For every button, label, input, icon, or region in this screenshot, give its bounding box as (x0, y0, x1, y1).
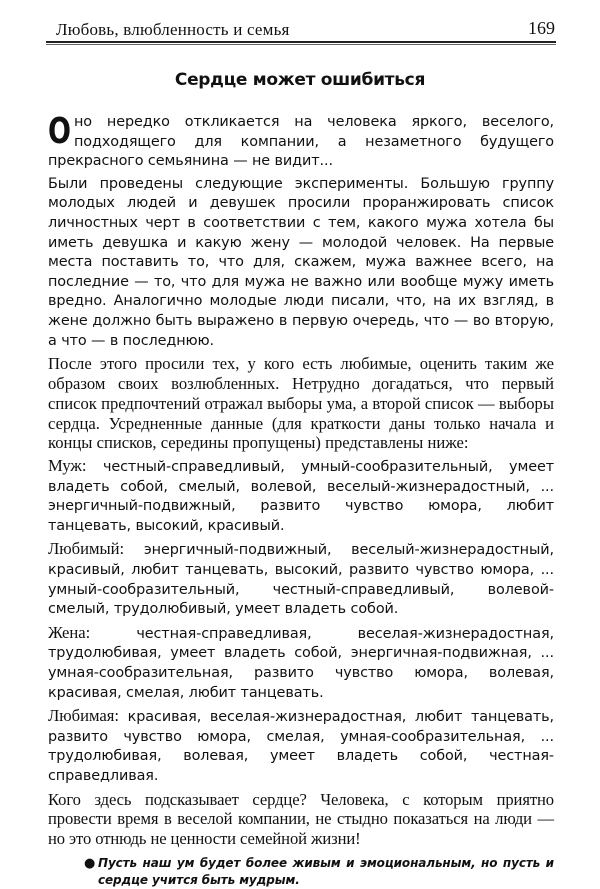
running-head (46, 14, 555, 42)
list-label: Жена: (48, 622, 91, 642)
note-text: Пусть наш ум будет более живым и эмоциональным, но пусть и сердце учится быть мудрым. (98, 856, 554, 887)
drop-cap: О (48, 111, 71, 152)
list-label: Любимая: (48, 706, 119, 726)
page-number: 169 (528, 18, 555, 38)
list-text: энергичный-подвижный, веселый-жизнерадостный, красивый, любит танцевать, высокий, развито чувство юмора, ... умный-сообразительный, честный-справедливый, волевой-смелый, трудолюбивый, умеет владеть собой. (48, 542, 554, 618)
header-rule (46, 41, 556, 43)
paragraph: Были проведены следующие эксперименты. Большую группу молодых людей и девушек просили проранжировать список личностных черт в соответствии с тем, какого мужа хотела бы иметь девушка и какую жену — молодой человек. На первые места поставить то, что для, скажем, мужа важнее всего, на последние — то, что для мужа не важно или вообще мужу иметь вредно. Аналогично молодые люди писали, что, на их взгляд, в жене должно быть выражено в первую очередь, что — во вторую, а что — в последнюю. (48, 175, 554, 349)
list-text: красивая, веселая-жизнерадостная, любит танцевать, развито чувство юмора, смелая, умная-сообразительная, ... трудолюбивая, волевая, умеет владеть собой, честная-справедливая. (48, 709, 554, 785)
paragraph: После этого просили тех, у кого есть любимые, оценить таким же образом своих возлюбленных. Нетрудно догадаться, что первый список предпочтений отражал выборы ума, а второй список — выборы сердца. Усредненные данные (для краткости даны только начала и концы списков, середины пропущены) представлены ниже: (48, 354, 554, 453)
conclusion-paragraph: Кого здесь подсказывает сердце? Человека, с которым приятно провести время в веселой компании, не стыдно показаться на люди — но это отнюдь не ценности семейной жизни! (48, 789, 554, 849)
list-label: Любимый: (48, 539, 125, 559)
running-head-title: Любовь, влюбленность и семья (56, 20, 290, 39)
takeaway-note (84, 855, 554, 889)
list-entry-husband (48, 456, 554, 536)
intro-paragraph (48, 113, 554, 172)
intro-text: но нередко откликается на человека яркого, веселого, подходящего для компании, а незаметного будущего прекрасного семьянина — не видит... (48, 114, 554, 170)
bullet-icon: ● (84, 856, 96, 871)
list-label: Муж: (48, 456, 87, 476)
list-entry-wife (48, 623, 554, 703)
header-rule-thin (46, 44, 556, 45)
list-text: честный-справедливый, умный-сообразительный, умеет владеть собой, смелый, волевой, веселый-жизнерадостный, ... энергичный-подвижный, развито чувство юмора, любит танцевать, высокий, красивый. (48, 459, 554, 534)
list-entry-beloved-female (48, 706, 554, 786)
section-heading: Сердце может ошибиться (174, 70, 426, 90)
list-text: честная-справедливая, веселая-жизнерадостная, трудолюбивая, умеет владеть собой, энергичная-подвижная, ... умная-сообразительная, развито чувство юмора, волевая, красивая, смелая, любит танцевать. (48, 625, 554, 701)
body-text (48, 113, 554, 889)
list-entry-beloved-male (48, 539, 554, 619)
